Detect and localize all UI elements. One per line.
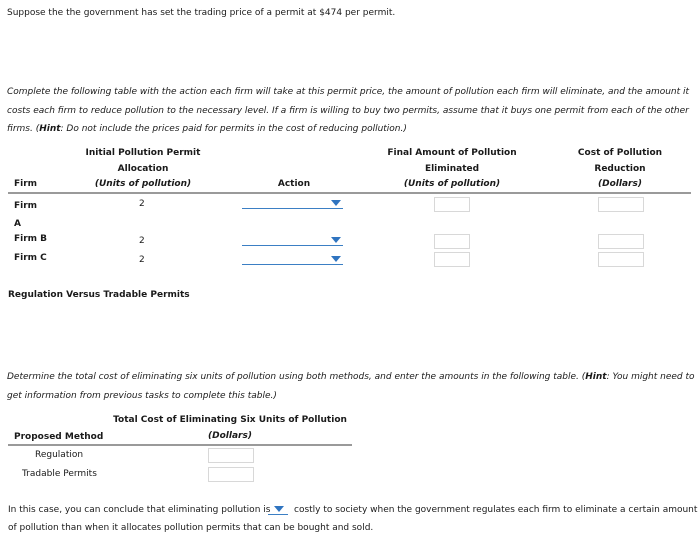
firm-b-label: Firm B [14, 234, 48, 244]
header-final-eliminated: Final Amount of Pollution Eliminated (Units of pollution) [387, 148, 517, 189]
determine-line-2: get information from previous tasks to complete this table.) [7, 390, 277, 401]
header-action: Action [277, 179, 311, 189]
firm-a-action-dropdown[interactable] [242, 198, 343, 209]
firm-c-allocation: 2 [139, 255, 145, 265]
instructions-line-2: costs each firm to reduce pollution to the necessary level. If a firm is willing to buy two permits, assume that it buys one permit from each of the other [7, 105, 689, 116]
header-firm: Firm [14, 179, 38, 189]
firm-c-eliminated-input[interactable] [434, 252, 470, 267]
conclusion-prefix: In this case, you can conclude that eliminating pollution is [8, 505, 271, 515]
chevron-down-icon [331, 256, 341, 262]
header-total-cost: Total Cost of Eliminating Six Units of Pollution (Dollars) [113, 415, 347, 441]
chevron-down-icon [331, 237, 341, 243]
tradable-permits-cost-input[interactable] [208, 467, 254, 482]
firm-a-cost-input[interactable] [598, 197, 644, 212]
firm-a-allocation: 2 [139, 199, 145, 209]
conclusion-dropdown[interactable] [268, 504, 288, 515]
header-proposed-method: Proposed Method [14, 432, 104, 442]
firm-b-cost-input[interactable] [598, 234, 644, 249]
method-tradable-permits: Tradable Permits [22, 469, 97, 479]
firm-c-action-dropdown[interactable] [242, 254, 343, 265]
chevron-down-icon [331, 200, 341, 206]
method-regulation: Regulation [35, 450, 84, 460]
hint-label: Hint [39, 124, 61, 134]
intro-text: Suppose the the government has set the trading price of a permit at $474 per permit. [7, 8, 396, 18]
regulation-cost-input[interactable] [208, 448, 254, 463]
determine-line-1: Determine the total cost of eliminating six units of pollution using both methods, and enter the amounts in the following table. (Hint: You might need to [7, 372, 695, 382]
firm-b-eliminated-input[interactable] [434, 234, 470, 249]
instructions-line-3: firms. (Hint: Do not include the prices paid for permits in the cost of reducing pollution.) [7, 124, 407, 134]
section-title: Regulation Versus Tradable Permits [8, 290, 190, 300]
firm-c-label: Firm C [14, 253, 47, 263]
header-initial-allocation: Initial Pollution Permit Allocation (Units of pollution) [85, 148, 201, 189]
determine-instructions [7, 368, 697, 405]
conclusion-line-2: of pollution than when it allocates pollution permits that can be bought and sold. [8, 523, 374, 533]
firm-a-eliminated-input[interactable] [434, 197, 470, 212]
table1-header-rule [8, 192, 691, 194]
instructions [7, 83, 697, 139]
chevron-down-icon [274, 506, 284, 512]
instructions-line-1: Complete the following table with the action each firm will take at this permit price, the amount of pollution each firm will eliminate, and the amount it [7, 87, 690, 97]
firm-a-label: Firm A [14, 201, 38, 229]
table2-header-rule [8, 444, 352, 446]
firm-b-action-dropdown[interactable] [242, 235, 343, 246]
conclusion-suffix: costly to society when the government regulates each firm to eliminate a certain amount [294, 505, 698, 515]
hint-label: Hint [585, 372, 607, 382]
firm-c-cost-input[interactable] [598, 252, 644, 267]
firm-b-allocation: 2 [139, 236, 145, 246]
header-cost: Cost of Pollution Reduction (Dollars) [577, 148, 663, 189]
